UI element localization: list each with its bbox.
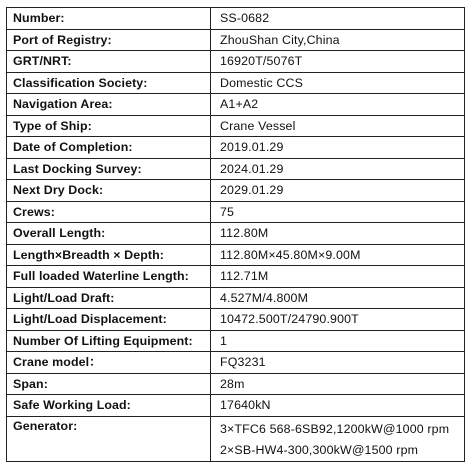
generator-line-1: 3×TFC6 568-6SB92,1200kW@1000 rpm <box>220 421 450 436</box>
spec-row <box>7 201 465 223</box>
spec-table-body <box>7 8 465 417</box>
spec-row <box>7 158 465 180</box>
spec-value: 28m <box>211 373 465 395</box>
generator-label: Generator: <box>7 416 211 461</box>
spec-row <box>7 244 465 266</box>
spec-label: Number Of Lifting Equipment: <box>7 330 211 352</box>
spec-label: Classification Society: <box>7 72 211 94</box>
spec-value: ZhouShan City,China <box>211 29 465 51</box>
vessel-spec-table <box>6 7 465 462</box>
spec-row <box>7 352 465 374</box>
generator-value <box>211 416 465 461</box>
spec-label: Span: <box>7 373 211 395</box>
spec-label: Crews: <box>7 201 211 223</box>
spec-row <box>7 287 465 309</box>
spec-label: Last Docking Survey: <box>7 158 211 180</box>
spec-row <box>7 51 465 73</box>
spec-row <box>7 373 465 395</box>
spec-row <box>7 309 465 331</box>
spec-label: Safe Working Load: <box>7 395 211 417</box>
spec-row <box>7 29 465 51</box>
spec-row <box>7 72 465 94</box>
spec-label: Crane model： <box>7 352 211 374</box>
spec-row <box>7 180 465 202</box>
spec-label: Length×Breadth × Depth: <box>7 244 211 266</box>
spec-label: Overall Length: <box>7 223 211 245</box>
spec-value: 17640kN <box>211 395 465 417</box>
spec-label: Port of Registry: <box>7 29 211 51</box>
spec-row-generator <box>7 416 465 461</box>
generator-section <box>7 416 465 461</box>
spec-value: 1 <box>211 330 465 352</box>
spec-label: Navigation Area: <box>7 94 211 116</box>
spec-value: 112.80M <box>211 223 465 245</box>
spec-value: SS-0682 <box>211 8 465 30</box>
spec-row <box>7 395 465 417</box>
spec-value: A1+A2 <box>211 94 465 116</box>
spec-value: 16920T/5076T <box>211 51 465 73</box>
spec-value: 112.80M×45.80M×9.00M <box>211 244 465 266</box>
spec-value: Crane Vessel <box>211 115 465 137</box>
spec-label: Date of Completion: <box>7 137 211 159</box>
spec-value: Domestic CCS <box>211 72 465 94</box>
spec-value: 75 <box>211 201 465 223</box>
spec-row <box>7 266 465 288</box>
spec-row <box>7 223 465 245</box>
spec-value: 2019.01.29 <box>211 137 465 159</box>
spec-label: Light/Load Draft: <box>7 287 211 309</box>
spec-label: Light/Load Displacement: <box>7 309 211 331</box>
spec-row <box>7 330 465 352</box>
spec-value: 10472.500T/24790.900T <box>211 309 465 331</box>
spec-label: Type of Ship: <box>7 115 211 137</box>
spec-label: Number: <box>7 8 211 30</box>
spec-row <box>7 8 465 30</box>
spec-row <box>7 115 465 137</box>
spec-label: Full loaded Waterline Length: <box>7 266 211 288</box>
spec-value: FQ3231 <box>211 352 465 374</box>
spec-value: 2029.01.29 <box>211 180 465 202</box>
spec-row <box>7 137 465 159</box>
spec-label: Next Dry Dock: <box>7 180 211 202</box>
spec-label: GRT/NRT: <box>7 51 211 73</box>
generator-line-2: 2×SB-HW4-300,300kW@1500 rpm <box>220 442 419 457</box>
spec-row <box>7 94 465 116</box>
spec-value: 112.71M <box>211 266 465 288</box>
spec-value: 4.527M/4.800M <box>211 287 465 309</box>
spec-value: 2024.01.29 <box>211 158 465 180</box>
